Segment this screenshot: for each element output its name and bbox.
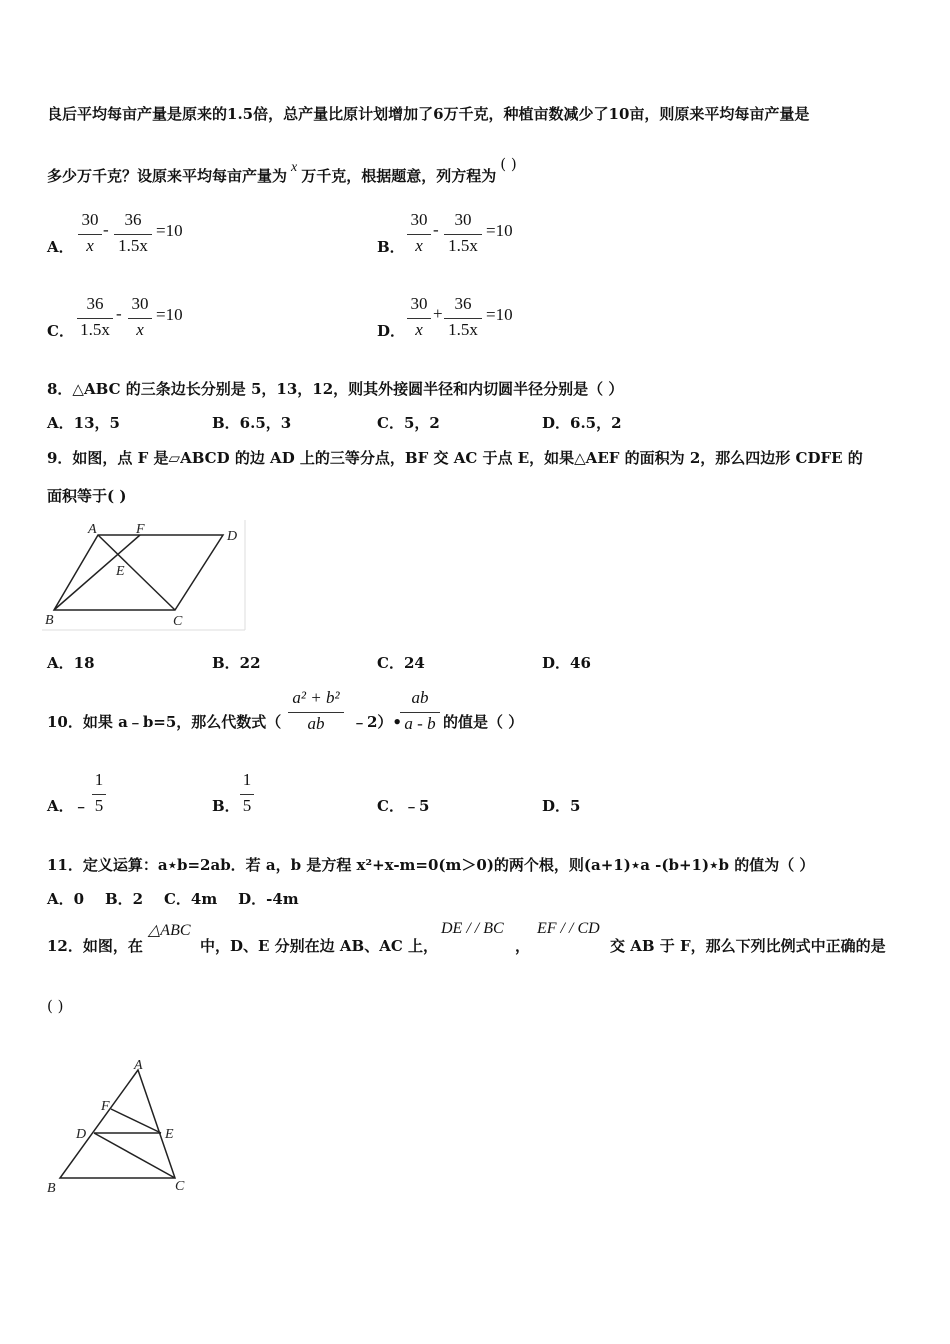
q10-option-a-label: A．﹣ (47, 797, 89, 815)
fraction-bar (92, 794, 106, 795)
numerator: 1 (94, 770, 104, 789)
denominator: 1.5x (448, 236, 478, 255)
fraction-bar (288, 712, 344, 713)
q7-option-d-rhs: =10 (486, 305, 513, 324)
numerator: 30 (410, 294, 428, 313)
denominator: x (415, 236, 423, 255)
segment-bf (54, 535, 140, 610)
q7-option-d-label: D． (377, 322, 406, 340)
q12-comma: ， (515, 937, 531, 955)
denominator: x (415, 320, 423, 339)
label-c: C (173, 614, 183, 629)
q11-options: A．0 B．2 C．4m D．-4m (47, 890, 299, 908)
fraction-bar (128, 318, 152, 319)
q8-text: 8．△ABC 的三条边长分别是 5，13，12，则其外接圆半径和内切圆半径分别是（ ） (47, 380, 624, 398)
q12-mid1: 中，D、E 分别在边 AB、AC 上， (200, 937, 439, 955)
fraction-bar (78, 234, 102, 235)
q10-middle: ﹣2）• (352, 713, 403, 731)
numerator: 36 (86, 294, 104, 313)
q12-paren: ( ) (47, 997, 64, 1015)
numerator: 30 (131, 294, 149, 313)
numerator: 30 (81, 210, 99, 229)
q8-option-b: B．6.5，3 (212, 414, 292, 432)
numerator: 30 (454, 210, 472, 229)
fraction-bar (400, 712, 440, 713)
q12-cond2: EF / / CD (537, 920, 600, 937)
q7-option-a-rhs: =10 (156, 221, 183, 240)
q9-option-a: A．18 (47, 654, 95, 672)
q7-option-a-op: - (103, 220, 109, 239)
q12-triangle-figure (40, 1055, 200, 1200)
q7-option-d-op: + (433, 304, 443, 323)
q9-option-c: C．24 (377, 654, 425, 672)
q10-option-d: D．5 (542, 797, 581, 815)
fraction-bar (407, 318, 431, 319)
denominator: 5 (242, 796, 252, 815)
segment-ef (111, 1109, 161, 1133)
numerator: ab (411, 688, 429, 707)
label-b: B (45, 613, 54, 628)
q7-line2-a: 多少万千克？设原来平均每亩产量为 (47, 167, 288, 185)
numerator: 36 (454, 294, 472, 313)
q8-option-c: C．5，2 (377, 414, 440, 432)
parallelogram-abcd (54, 535, 223, 610)
q7-line1: 良后平均每亩产量是原来的1.5倍，总产量比原计划增加了6万千克，种植亩数减少了10亩，则原来平均每亩产量是 (47, 105, 810, 123)
q12-prefix: 12．如图，在 (47, 937, 143, 955)
numerator: 1 (242, 770, 252, 789)
fraction-bar (444, 234, 482, 235)
q9-option-b: B．22 (212, 654, 261, 672)
q12-cond1: DE / / BC (441, 920, 504, 937)
label-e: E (165, 1127, 174, 1142)
fraction-bar (407, 234, 431, 235)
numerator: a² + b² (292, 688, 340, 707)
denominator: 1.5x (80, 320, 110, 339)
q9-line2: 面积等于( ) (47, 487, 127, 505)
q8-option-d: D．6.5，2 (542, 414, 622, 432)
fraction-bar (77, 318, 113, 319)
denominator: x (136, 320, 144, 339)
label-a: A (88, 522, 97, 537)
q7-option-c-op: - (116, 304, 122, 323)
q9-line1: 9．如图，点 F 是▱ABCD 的边 AD 上的三等分点，BF 交 AC 于点 E，如果△AEF 的面积为 2，那么四边形 CDFE 的 (47, 449, 863, 467)
triangle-abc (60, 1070, 175, 1178)
denominator: 1.5x (448, 320, 478, 339)
label-f: F (136, 522, 145, 537)
q10-prefix: 10．如果 a﹣b=5，那么代数式（ (47, 713, 282, 731)
q7-option-c-rhs: =10 (156, 305, 183, 324)
q9-option-d: D．46 (542, 654, 591, 672)
q7-option-b-op: - (433, 220, 439, 239)
fraction-bar (240, 794, 254, 795)
q9-parallelogram-figure (40, 518, 250, 633)
q7-option-b-rhs: =10 (486, 221, 513, 240)
diagonal-ac (98, 535, 175, 610)
label-f: F (101, 1099, 110, 1114)
q7-var-x: x (291, 160, 298, 175)
label-c: C (175, 1179, 185, 1194)
denominator: 5 (94, 796, 104, 815)
denominator: x (86, 236, 94, 255)
denominator: a - b (404, 714, 436, 733)
q7-line2-b: 万千克，根据题意，列方程为 (301, 167, 497, 185)
q7-option-c-label: C． (47, 322, 74, 340)
label-a: A (134, 1058, 143, 1073)
q12-triangle: △ABC (148, 922, 191, 939)
q7-paren: ( ) (500, 155, 517, 173)
label-d: D (227, 529, 238, 544)
numerator: 30 (410, 210, 428, 229)
fraction-bar (114, 234, 152, 235)
q10-option-c: C．﹣5 (377, 797, 430, 815)
q7-option-a-label: A． (47, 238, 74, 256)
label-b: B (47, 1181, 56, 1196)
segment-dc (94, 1133, 175, 1178)
fraction-bar (444, 318, 482, 319)
q10-suffix: 的值是（ ） (443, 713, 524, 731)
q10-option-b-label: B． (212, 797, 240, 815)
label-d: D (76, 1127, 87, 1142)
denominator: 1.5x (118, 236, 148, 255)
label-e: E (116, 564, 125, 579)
q7-option-b-label: B． (377, 238, 405, 256)
q12-suffix: 交 AB 于 F，那么下列比例式中正确的是 (610, 937, 886, 955)
q7-line2 (47, 155, 517, 186)
denominator: ab (307, 714, 325, 733)
q8-option-a: A．13，5 (47, 414, 120, 432)
numerator: 36 (124, 210, 142, 229)
q11-text: 11．定义运算：a⋆b=2ab．若 a，b 是方程 x²+x-m=0(m＞0)的两个根，则(a+1)⋆a -(b+1)⋆b 的值为（ ） (47, 856, 815, 874)
